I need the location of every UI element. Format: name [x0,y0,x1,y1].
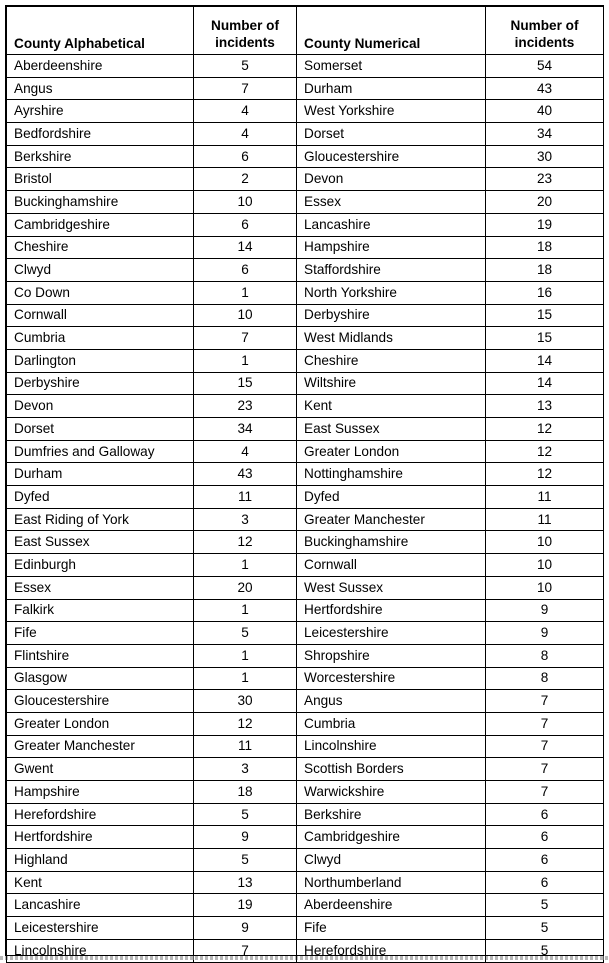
numerical-count-cell: 18 [486,259,604,282]
alpha-count-cell: 3 [194,758,297,781]
alpha-count-cell: 4 [194,123,297,146]
alpha-count-cell: 1 [194,599,297,622]
numerical-county-cell: Cheshire [297,349,486,372]
numerical-count-cell: 9 [486,622,604,645]
numerical-county-cell: Warwickshire [297,781,486,804]
alpha-count-cell: 7 [194,77,297,100]
table-row [7,781,604,804]
alpha-county-cell: Devon [7,395,194,418]
numerical-count-cell: 6 [486,803,604,826]
numerical-county-cell: Gloucestershire [297,145,486,168]
table-row [7,622,604,645]
alpha-county-cell: Bedfordshire [7,123,194,146]
alpha-county-cell: Dorset [7,418,194,441]
cropped-edge-strip [0,956,609,960]
table-row [7,667,604,690]
numerical-county-cell: Cumbria [297,712,486,735]
alpha-count-cell: 23 [194,395,297,418]
table-row [7,576,604,599]
header-line-2: incidents [215,35,275,50]
alpha-county-cell: Dyfed [7,486,194,509]
numerical-county-cell: Devon [297,168,486,191]
numerical-county-cell: West Yorkshire [297,100,486,123]
numerical-count-cell: 10 [486,531,604,554]
alpha-county-cell: Cheshire [7,236,194,259]
numerical-count-cell: 5 [486,939,604,962]
alpha-county-cell: East Sussex [7,531,194,554]
table-row [7,55,604,78]
table-row [7,259,604,282]
table-row [7,349,604,372]
alpha-count-cell: 7 [194,939,297,962]
table-row [7,690,604,713]
alpha-count-cell: 14 [194,236,297,259]
numerical-count-cell: 54 [486,55,604,78]
header-county-numerical: County Numerical [297,7,486,55]
numerical-count-cell: 8 [486,644,604,667]
alpha-count-cell: 6 [194,145,297,168]
alpha-count-cell: 6 [194,213,297,236]
alpha-county-cell: Darlington [7,349,194,372]
numerical-count-cell: 12 [486,463,604,486]
header-number-of-incidents-numerical [486,7,604,55]
alpha-count-cell: 1 [194,554,297,577]
header-number-of-incidents-alphabetical [194,7,297,55]
numerical-county-cell: Aberdeenshire [297,894,486,917]
alpha-count-cell: 11 [194,735,297,758]
alpha-county-cell: Cornwall [7,304,194,327]
table-row [7,599,604,622]
numerical-county-cell: Dorset [297,123,486,146]
alpha-county-cell: Falkirk [7,599,194,622]
numerical-county-cell: Berkshire [297,803,486,826]
alpha-count-cell: 1 [194,667,297,690]
table-row [7,168,604,191]
alpha-county-cell: Cambridgeshire [7,213,194,236]
alpha-county-cell: Edinburgh [7,554,194,577]
alpha-count-cell: 5 [194,849,297,872]
alpha-county-cell: Gwent [7,758,194,781]
numerical-count-cell: 7 [486,781,604,804]
numerical-count-cell: 12 [486,440,604,463]
table-row [7,894,604,917]
header-line-1: Number of [510,18,579,33]
alpha-county-cell: Cumbria [7,327,194,350]
table-row [7,145,604,168]
numerical-count-cell: 7 [486,690,604,713]
numerical-county-cell: Wiltshire [297,372,486,395]
alpha-county-cell: Herefordshire [7,803,194,826]
header-row [7,7,604,55]
alpha-count-cell: 4 [194,440,297,463]
table-row [7,213,604,236]
numerical-count-cell: 20 [486,191,604,214]
alpha-county-cell: Gloucestershire [7,690,194,713]
numerical-count-cell: 6 [486,826,604,849]
numerical-count-cell: 6 [486,849,604,872]
table-row [7,418,604,441]
alpha-count-cell: 5 [194,622,297,645]
numerical-count-cell: 15 [486,327,604,350]
numerical-county-cell: Angus [297,690,486,713]
header-line-1: Number of [211,18,279,33]
numerical-county-cell: Somerset [297,55,486,78]
numerical-county-cell: Kent [297,395,486,418]
numerical-count-cell: 13 [486,395,604,418]
table-row [7,803,604,826]
numerical-county-cell: Northumberland [297,871,486,894]
table-row [7,77,604,100]
header-line-2: incidents [514,35,575,50]
numerical-county-cell: Lancashire [297,213,486,236]
numerical-county-cell: Derbyshire [297,304,486,327]
numerical-county-cell: Herefordshire [297,939,486,962]
numerical-county-cell: Scottish Borders [297,758,486,781]
alpha-count-cell: 1 [194,644,297,667]
table-row [7,554,604,577]
alpha-county-cell: Derbyshire [7,372,194,395]
numerical-count-cell: 14 [486,372,604,395]
alpha-county-cell: Lincolnshire [7,939,194,962]
alpha-count-cell: 19 [194,894,297,917]
alpha-county-cell: Aberdeenshire [7,55,194,78]
table-row [7,871,604,894]
numerical-county-cell: Worcestershire [297,667,486,690]
alpha-count-cell: 1 [194,349,297,372]
alpha-count-cell: 30 [194,690,297,713]
alpha-county-cell: Angus [7,77,194,100]
alpha-county-cell: Leicestershire [7,917,194,940]
numerical-county-cell: Durham [297,77,486,100]
alpha-count-cell: 4 [194,100,297,123]
numerical-county-cell: North Yorkshire [297,281,486,304]
numerical-count-cell: 14 [486,349,604,372]
numerical-count-cell: 5 [486,894,604,917]
numerical-count-cell: 11 [486,486,604,509]
table-row [7,304,604,327]
numerical-count-cell: 7 [486,712,604,735]
alpha-count-cell: 5 [194,803,297,826]
numerical-county-cell: Shropshire [297,644,486,667]
alpha-county-cell: Dumfries and Galloway [7,440,194,463]
alpha-count-cell: 10 [194,304,297,327]
numerical-county-cell: Leicestershire [297,622,486,645]
numerical-count-cell: 12 [486,418,604,441]
alpha-count-cell: 9 [194,917,297,940]
alpha-county-cell: Lancashire [7,894,194,917]
alpha-count-cell: 13 [194,871,297,894]
numerical-county-cell: Clwyd [297,849,486,872]
numerical-county-cell: Fife [297,917,486,940]
numerical-county-cell: Dyfed [297,486,486,509]
table-header [7,7,604,55]
alpha-county-cell: Flintshire [7,644,194,667]
alpha-county-cell: Greater London [7,712,194,735]
numerical-count-cell: 40 [486,100,604,123]
alpha-county-cell: Essex [7,576,194,599]
numerical-county-cell: Hampshire [297,236,486,259]
alpha-count-cell: 5 [194,55,297,78]
alpha-count-cell: 2 [194,168,297,191]
numerical-count-cell: 7 [486,735,604,758]
alpha-county-cell: Hampshire [7,781,194,804]
numerical-count-cell: 10 [486,554,604,577]
table-row [7,395,604,418]
numerical-count-cell: 19 [486,213,604,236]
alpha-count-cell: 10 [194,191,297,214]
alpha-county-cell: Durham [7,463,194,486]
alpha-county-cell: Ayrshire [7,100,194,123]
numerical-count-cell: 30 [486,145,604,168]
table-row [7,735,604,758]
alpha-count-cell: 12 [194,531,297,554]
numerical-count-cell: 15 [486,304,604,327]
alpha-count-cell: 12 [194,712,297,735]
numerical-count-cell: 5 [486,917,604,940]
numerical-count-cell: 16 [486,281,604,304]
table-row [7,531,604,554]
alpha-county-cell: Highland [7,849,194,872]
numerical-county-cell: Hertfordshire [297,599,486,622]
table-row [7,372,604,395]
table-row [7,327,604,350]
alpha-county-cell: East Riding of York [7,508,194,531]
alpha-county-cell: Kent [7,871,194,894]
alpha-county-cell: Berkshire [7,145,194,168]
table-body [7,55,604,963]
alpha-count-cell: 20 [194,576,297,599]
alpha-count-cell: 15 [194,372,297,395]
alpha-count-cell: 7 [194,327,297,350]
incidents-table [6,6,604,963]
numerical-count-cell: 11 [486,508,604,531]
numerical-count-cell: 34 [486,123,604,146]
numerical-county-cell: Cambridgeshire [297,826,486,849]
alpha-county-cell: Clwyd [7,259,194,282]
table-row [7,644,604,667]
alpha-count-cell: 9 [194,826,297,849]
alpha-county-cell: Fife [7,622,194,645]
numerical-county-cell: Lincolnshire [297,735,486,758]
numerical-count-cell: 18 [486,236,604,259]
alpha-county-cell: Hertfordshire [7,826,194,849]
alpha-count-cell: 3 [194,508,297,531]
table-row [7,440,604,463]
numerical-county-cell: Buckinghamshire [297,531,486,554]
table-row [7,281,604,304]
table-row [7,917,604,940]
alpha-county-cell: Greater Manchester [7,735,194,758]
numerical-count-cell: 10 [486,576,604,599]
table-row [7,123,604,146]
alpha-count-cell: 1 [194,281,297,304]
numerical-county-cell: Greater London [297,440,486,463]
numerical-county-cell: Essex [297,191,486,214]
alpha-county-cell: Bristol [7,168,194,191]
table-row [7,191,604,214]
numerical-county-cell: East Sussex [297,418,486,441]
alpha-county-cell: Co Down [7,281,194,304]
table-row [7,463,604,486]
alpha-count-cell: 6 [194,259,297,282]
alpha-count-cell: 34 [194,418,297,441]
numerical-county-cell: Cornwall [297,554,486,577]
numerical-count-cell: 43 [486,77,604,100]
numerical-count-cell: 23 [486,168,604,191]
alpha-count-cell: 18 [194,781,297,804]
numerical-count-cell: 6 [486,871,604,894]
numerical-county-cell: West Sussex [297,576,486,599]
numerical-count-cell: 7 [486,758,604,781]
table-row [7,236,604,259]
numerical-count-cell: 8 [486,667,604,690]
numerical-county-cell: Staffordshire [297,259,486,282]
alpha-county-cell: Buckinghamshire [7,191,194,214]
alpha-county-cell: Glasgow [7,667,194,690]
table-row [7,826,604,849]
table-row [7,849,604,872]
numerical-count-cell: 9 [486,599,604,622]
table-row [7,508,604,531]
numerical-county-cell: West Midlands [297,327,486,350]
table-row [7,100,604,123]
alpha-count-cell: 43 [194,463,297,486]
table-row [7,758,604,781]
numerical-county-cell: Greater Manchester [297,508,486,531]
incidents-table-frame [5,5,604,956]
numerical-county-cell: Nottinghamshire [297,463,486,486]
table-row [7,486,604,509]
alpha-count-cell: 11 [194,486,297,509]
table-row [7,712,604,735]
header-county-alphabetical: County Alphabetical [7,7,194,55]
